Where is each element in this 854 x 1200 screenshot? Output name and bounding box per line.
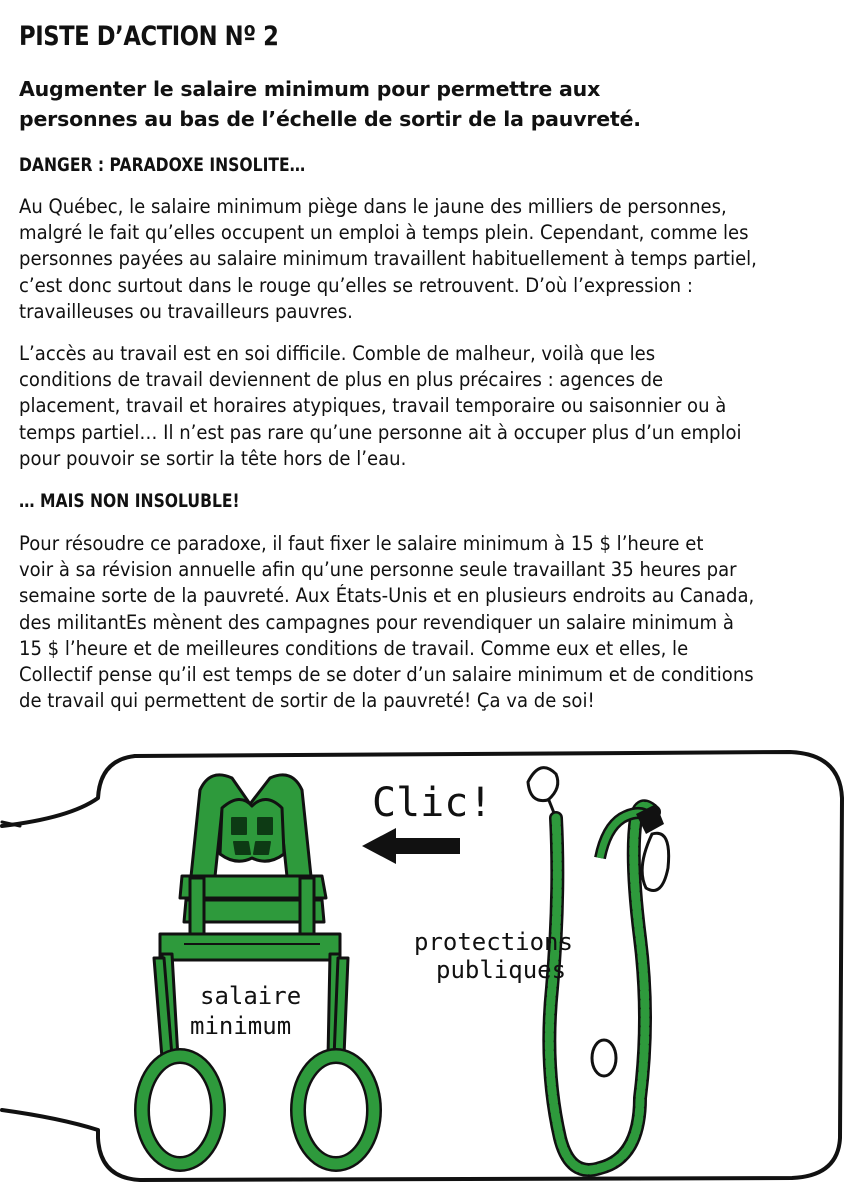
illustration-svg xyxy=(0,738,854,1200)
paragraph-1 xyxy=(19,194,854,325)
text-line: Au Québec, le salaire minimum piège dans le jaune des milliers de personnes, xyxy=(19,195,727,218)
text-line: des militantEs mènent des campagnes pour revendiquer un salaire minimum à xyxy=(19,610,734,634)
text-line: malgré le fait qu’elles occupent un emploi à temps plein. Cependant, comme les xyxy=(19,221,749,245)
page-title: PISTE D’ACTION Nº 2 xyxy=(19,21,279,52)
text-line: L’accès au travail est en soi difficile. Comble de malheur, voilà que les xyxy=(19,342,656,365)
text-line: personnes payées au salaire minimum travaillent habituellement à temps partiel, xyxy=(19,247,757,271)
arrow-left-icon xyxy=(362,828,460,864)
text-line: travailleuses ou travailleurs pauvres. xyxy=(19,299,353,323)
lead-statement xyxy=(19,74,679,134)
lanyard-label-line: publiques xyxy=(436,956,567,984)
text-line: c’est donc surtout dans le rouge qu’elles se retrouvent. D’où l’expression : xyxy=(19,273,693,297)
text-line: pour pouvoir se sortir la tête hors de l’eau. xyxy=(19,446,407,470)
text-line: voir à sa révision annuelle afin qu’une personne seule travaillant 35 heures par xyxy=(19,558,737,582)
clic-sound-text: Clic! xyxy=(372,780,493,826)
lead-line: Augmenter le salaire minimum pour permettre aux xyxy=(19,77,601,101)
text-line: placement, travail et horaires atypiques, travail temporaire ou saisonnier ou à xyxy=(19,394,727,418)
text-line: Pour résoudre ce paradoxe, il faut fixer le salaire minimum à 15 $ l’heure et xyxy=(19,532,704,555)
text-line: temps partiel… Il n’est pas rare qu’une personne ait à occuper plus d’un emploi xyxy=(19,420,742,444)
section-heading-solution: … MAIS NON INSOLUBLE! xyxy=(19,490,240,512)
text-line: de travail qui permettent de sortir de la pauvreté! Ça va de soi! xyxy=(19,689,595,713)
lanyard-label-line: protections xyxy=(414,928,573,956)
text-line: Collectif pense qu’il est temps de se doter d’un salaire minimum et de conditions xyxy=(19,663,754,687)
illustration xyxy=(0,738,854,1200)
paragraph-2 xyxy=(19,341,854,472)
harness-icon xyxy=(142,775,374,1164)
section-heading-danger: DANGER : PARADOXE INSOLITE… xyxy=(19,154,306,176)
lead-line: personnes au bas de l’échelle de sortir de la pauvreté. xyxy=(19,107,641,131)
harness-label-line: minimum xyxy=(190,1012,292,1040)
text-line: 15 $ l’heure et de meilleures conditions de travail. Comme eux et elles, le xyxy=(19,636,689,660)
harness-label-line: salaire xyxy=(200,982,302,1010)
text-line: conditions de travail deviennent de plus en plus précaires : agences de xyxy=(19,368,664,392)
text-line: semaine sorte de la pauvreté. Aux États-Unis et en plusieurs endroits au Canada, xyxy=(19,584,755,608)
paragraph-3 xyxy=(19,531,854,714)
